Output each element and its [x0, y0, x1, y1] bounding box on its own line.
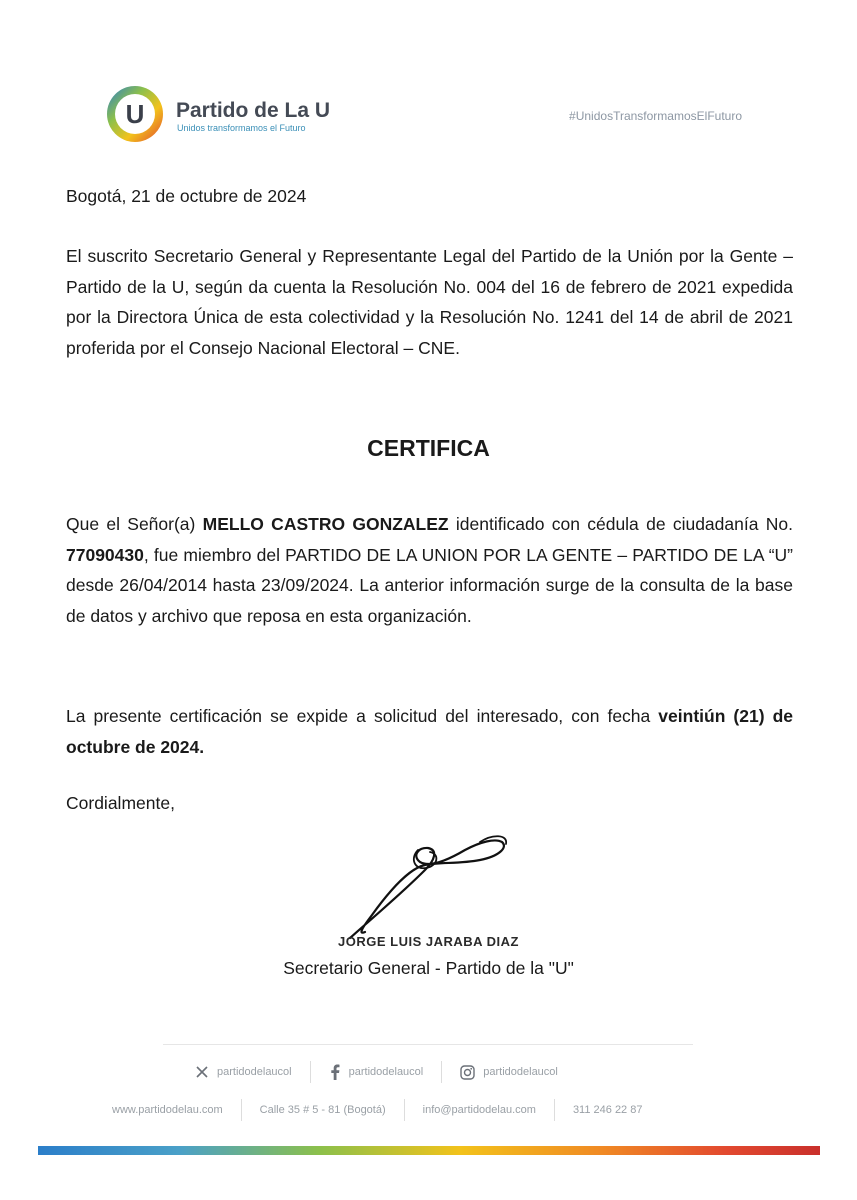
rainbow-bar — [38, 1146, 820, 1155]
social-handle: partidodelaucol — [483, 1066, 558, 1078]
u-logo-icon — [106, 85, 164, 143]
date-line: Bogotá, 21 de octubre de 2024 — [66, 186, 307, 206]
party-slogan: Unidos transformamos el Futuro — [177, 123, 306, 133]
phone-number: 311 246 22 87 — [572, 1104, 643, 1116]
issue-date: veintiún (21) de octubre de 2024. — [66, 706, 793, 757]
separator — [310, 1061, 311, 1083]
social-instagram[interactable] — [460, 1065, 558, 1080]
closing: Cordialmente, — [66, 793, 175, 813]
svg-text:U: U — [125, 99, 145, 129]
hashtag: #UnidosTransformamosElFuturo — [569, 109, 742, 123]
instagram-icon — [460, 1065, 475, 1080]
social-x[interactable] — [195, 1065, 292, 1079]
website-link[interactable]: www.partidodelau.com — [112, 1104, 223, 1116]
footer-divider — [163, 1044, 693, 1045]
certification-paragraph — [66, 509, 793, 631]
social-facebook[interactable] — [329, 1064, 424, 1080]
intro-paragraph: El suscrito Secretario General y Representante Legal del Partido de la Unión por la Gente – Partido de la U, según da cuenta la Resolución No. 004 del 16 de febrero de 2021 expedida por la Directora Única de esta colectividad y la Resolución No. 1241 del 14 de abril de 2021 proferida por el Consejo Nacional Electoral – CNE. — [66, 246, 793, 358]
handwritten-signature — [330, 820, 530, 945]
issue-paragraph — [66, 701, 793, 762]
address: Calle 35 # 5 - 81 (Bogotá) — [259, 1104, 386, 1116]
separator — [554, 1099, 555, 1121]
social-handle: partidodelaucol — [348, 1066, 424, 1078]
issue-text: La presente certificación se expide a solicitud del interesado, con fecha — [66, 706, 659, 726]
social-links — [195, 1060, 675, 1084]
signer-name: JORGE LUIS JARABA DIAZ — [338, 934, 519, 949]
x-icon — [195, 1065, 209, 1079]
body-prefix: Que el Señor(a) — [66, 514, 203, 534]
separator — [241, 1099, 242, 1121]
party-name: Partido de La U — [176, 99, 331, 122]
social-handle: partidodelaucol — [217, 1066, 292, 1078]
body-mid: identificado con cédula de ciudadanía No. — [448, 514, 793, 534]
contact-info — [112, 1098, 772, 1122]
separator — [441, 1061, 442, 1083]
person-name: MELLO CASTRO GONZALEZ — [202, 514, 449, 534]
id-number: 77090430 — [66, 544, 144, 565]
email-link[interactable]: info@partidodelau.com — [422, 1104, 536, 1116]
signer-role: Secretario General - Partido de la "U" — [283, 958, 574, 978]
certificate-title: CERTIFICA — [367, 435, 490, 461]
body-rest: , fue miembro del PARTIDO DE LA UNION POR LA GENTE – PARTIDO DE LA “U” desde 26/04/2014 hasta 23/09/2024. La anterior información surge de la consulta de la base de datos y archivo que reposa en esta organización. — [66, 544, 793, 626]
facebook-icon — [329, 1064, 341, 1080]
separator — [404, 1099, 405, 1121]
party-logo — [106, 85, 366, 145]
